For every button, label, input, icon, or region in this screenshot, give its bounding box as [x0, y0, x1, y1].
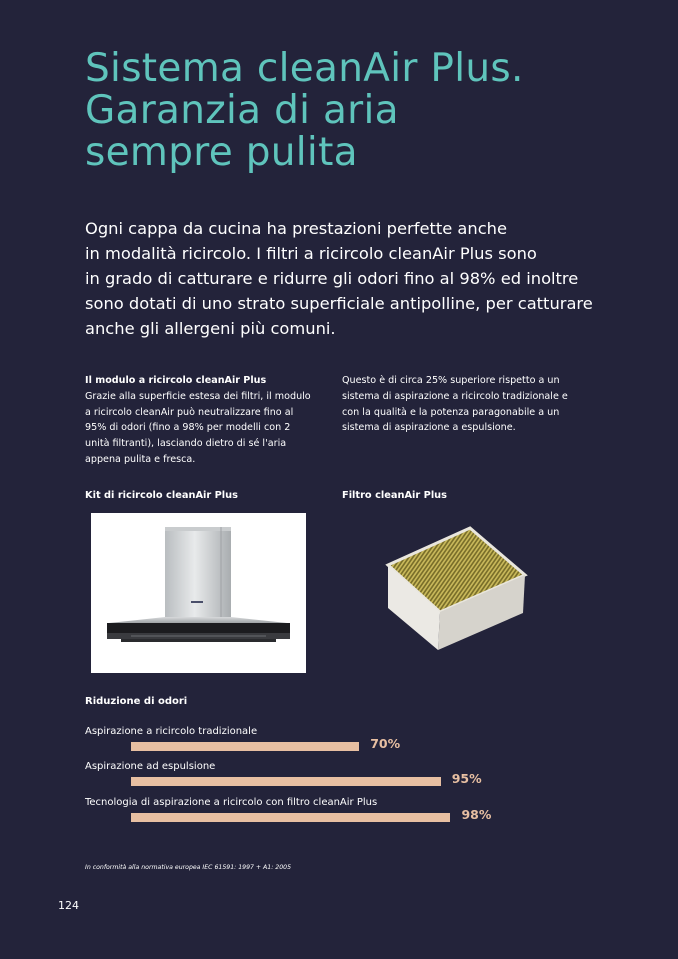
right-column: [342, 373, 602, 436]
lead-line: in grado di catturare e ridurre gli odori fino al 98% ed inoltre: [85, 269, 579, 288]
bar: [131, 777, 441, 786]
left-column-line: a ricircolo cleanAir può neutralizzare fino al: [85, 406, 294, 418]
chart-title: Riduzione di odori: [85, 696, 188, 707]
lead-line: Ogni cappa da cucina ha prestazioni perfette anche: [85, 219, 508, 238]
bar-category-label: Tecnologia di aspirazione a ricircolo con filtro cleanAir Plus: [85, 797, 378, 808]
bar-row: [85, 761, 645, 786]
bar-category-label: Aspirazione a ricircolo tradizionale: [85, 726, 258, 737]
range-hood-illustration: [91, 513, 306, 673]
filter-product-image: [380, 520, 530, 655]
bar-track: [131, 777, 457, 786]
footnote: In conformità alla normativa europea IEC 61591: 1997 + A1: 2005: [85, 864, 292, 871]
left-column-line: 95% di odori (fino a 98% per modelli con 2: [85, 422, 291, 434]
right-column-line: Questo è di circa 25% superiore rispetto a un: [342, 375, 560, 386]
lead-line: in modalità ricircolo. I filtri a ricircolo cleanAir Plus sono: [85, 244, 537, 263]
left-column-heading: Il modulo a ricircolo cleanAir Plus: [85, 375, 267, 386]
bar-row: [85, 726, 645, 751]
bar-value-label: 70%: [370, 736, 401, 751]
bar: [131, 742, 359, 751]
bar-category-label: Aspirazione ad espulsione: [85, 761, 216, 772]
title-line: sempre pulita: [85, 130, 358, 175]
bar-track: [131, 813, 457, 822]
left-column: [85, 373, 335, 468]
left-column-line: Grazie alla superficie estesa dei filtri, il modulo: [85, 390, 311, 402]
bar-row: [85, 797, 645, 822]
lead-paragraph: [85, 216, 625, 341]
lead-line: anche gli allergeni più comuni.: [85, 319, 336, 338]
right-column-line: con la qualità e la potenza paragonabile a un: [342, 406, 560, 418]
page-number: 124: [58, 899, 79, 912]
left-column-line: unità filtranti), lasciando dietro di sé l'aria: [85, 438, 287, 450]
bar-track: [131, 742, 457, 751]
bar: [131, 813, 450, 822]
hood-product-image: [91, 513, 306, 673]
kit-caption: Kit di ricircolo cleanAir Plus: [85, 490, 238, 501]
filter-illustration: [380, 520, 530, 655]
left-column-line: appena pulita e fresca.: [85, 453, 196, 465]
bar-value-label: 98%: [461, 807, 492, 822]
title-line: Sistema cleanAir Plus.: [85, 46, 524, 91]
page-title: [85, 48, 645, 174]
filter-caption: Filtro cleanAir Plus: [342, 490, 447, 501]
title-line: Garanzia di aria: [85, 88, 399, 133]
right-column-line: sistema di aspirazione a espulsione.: [342, 422, 516, 434]
right-column-line: sistema di aspirazione a ricircolo tradizionale e: [342, 390, 568, 402]
bar-value-label: 95%: [451, 771, 482, 786]
lead-line: sono dotati di uno strato superficiale antipolline, per catturare: [85, 294, 593, 313]
